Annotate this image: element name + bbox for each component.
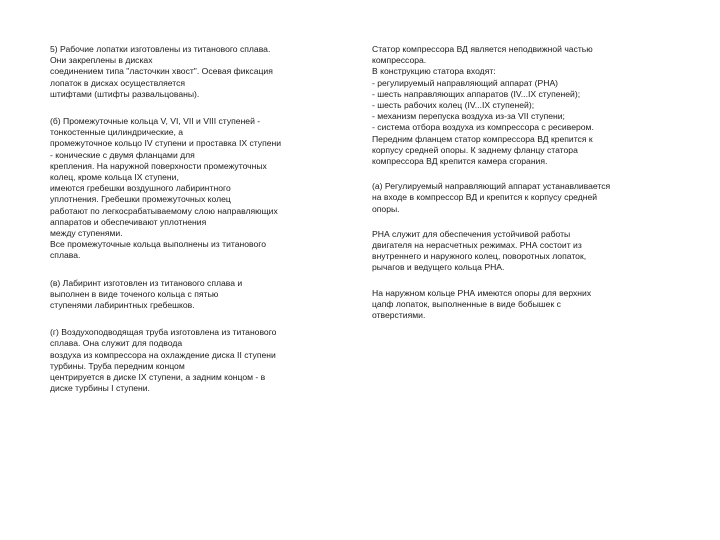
paragraph-air-supply-tube	[50, 327, 355, 394]
text-line: компрессора.	[372, 55, 427, 66]
text-line: имеются гребешки воздушного лабиринтного	[50, 183, 231, 194]
text-line: Они закреплены в дисках	[50, 55, 153, 66]
left-text-column	[50, 44, 355, 407]
text-line: Все промежуточные кольца выполнены из титанового	[50, 239, 266, 250]
text-line: ступенями лабиринтных гребешков.	[50, 300, 195, 311]
text-line: внутреннего и наружного колец, поворотных лопаток,	[372, 251, 587, 262]
text-line: - система отбора воздуха из компрессора с ресивером.	[372, 122, 594, 133]
text-line: работают по легкосрабатываемому слою направляющих	[50, 205, 278, 216]
text-line: лопаток в дисках осуществляется	[50, 77, 186, 88]
text-line: В конструкцию статора входят:	[372, 66, 496, 77]
text-line: компрессора ВД крепится камера сгорания.	[372, 156, 548, 167]
text-line: отверстиями.	[372, 310, 426, 321]
paragraph-intermediate-rings	[50, 116, 355, 262]
text-line: турбины. Труба передним концом	[50, 360, 185, 371]
text-line: - шесть направляющих аппаратов (IV...IX ступеней);	[372, 88, 581, 99]
text-line: (а) Регулируемый направляющий аппарат устанавливается	[372, 181, 611, 192]
text-line: центрируется в диске IX ступени, а задним концом - в	[50, 372, 266, 383]
paragraph-rna-purpose	[372, 229, 684, 274]
text-line: между ступенями.	[50, 228, 123, 239]
text-line: колец, кроме кольца IX ступени,	[50, 172, 179, 183]
text-line: (г) Воздухоподводящая труба изготовлена из титанового	[50, 327, 277, 338]
text-line: (в) Лабиринт изготовлен из титанового сплава и	[50, 277, 243, 288]
text-line: рычагов и ведущего кольца РНА.	[372, 262, 505, 273]
text-line: двигателя на нерасчетных режимах. РНА состоит из	[372, 240, 582, 251]
text-line: воздуха из компрессора на охлаждение диска II ступени	[50, 349, 276, 360]
paragraph-labyrinth	[50, 278, 355, 312]
text-line: На наружном кольце РНА имеются опоры для верхних	[372, 287, 592, 298]
text-line: (б) Промежуточные кольца V, VI, VII и VIII ступеней -	[50, 116, 261, 127]
text-line: промежуточное кольцо IV ступени и проставка IX ступени	[50, 138, 282, 149]
text-line: - регулируемый направляющий аппарат (РНА)	[372, 77, 559, 88]
paragraph-compressor-stator	[372, 44, 684, 167]
text-line: диске турбины I ступени.	[50, 383, 150, 394]
text-line: Передним фланцем статор компрессора ВД крепится к	[372, 133, 593, 144]
text-line: корпусу средней опоры. К заднему фланцу статора	[372, 144, 578, 155]
text-line: штифтами (штифты развальцованы).	[50, 88, 200, 99]
paragraph-rna-outer-ring	[372, 288, 684, 322]
text-line: РНА служит для обеспечения устойчивой работы	[372, 228, 571, 239]
text-line: 5) Рабочие лопатки изготовлены из титанового сплава.	[50, 44, 271, 54]
text-line: тонкостенные цилиндрические, а	[50, 127, 184, 138]
text-line: - механизм перепуска воздуха из-за VII ступени;	[372, 111, 565, 122]
text-line: цапф лопаток, выполненные в виде бобышек с	[372, 298, 561, 309]
text-line: - шесть рабочих колец (IV...IX ступеней);	[372, 100, 535, 111]
text-line: Статор компрессора ВД является неподвижной частью	[372, 44, 593, 54]
text-line: соединением типа "ласточкин хвост". Осевая фиксация	[50, 66, 273, 77]
text-line: уплотнения. Гребешки промежуточных колец	[50, 194, 231, 205]
paragraph-rotor-blades	[50, 44, 355, 100]
text-line: сплава. Она служит для подвода	[50, 338, 183, 349]
paragraph-adjustable-guide-vane	[372, 181, 684, 215]
text-line: крепления. На наружной поверхности промежуточных	[50, 160, 267, 171]
text-line: выполнен в виде точеного кольца с пятью	[50, 288, 219, 299]
right-text-column	[372, 44, 684, 334]
text-line: аппаратов и обеспечивают уплотнения	[50, 216, 207, 227]
text-line: сплава.	[50, 250, 81, 261]
text-line: - конические с двумя фланцами для	[50, 149, 195, 160]
text-line: опоры.	[372, 203, 400, 214]
text-line: на входе в компрессор ВД и крепится к корпусу средней	[372, 192, 598, 203]
